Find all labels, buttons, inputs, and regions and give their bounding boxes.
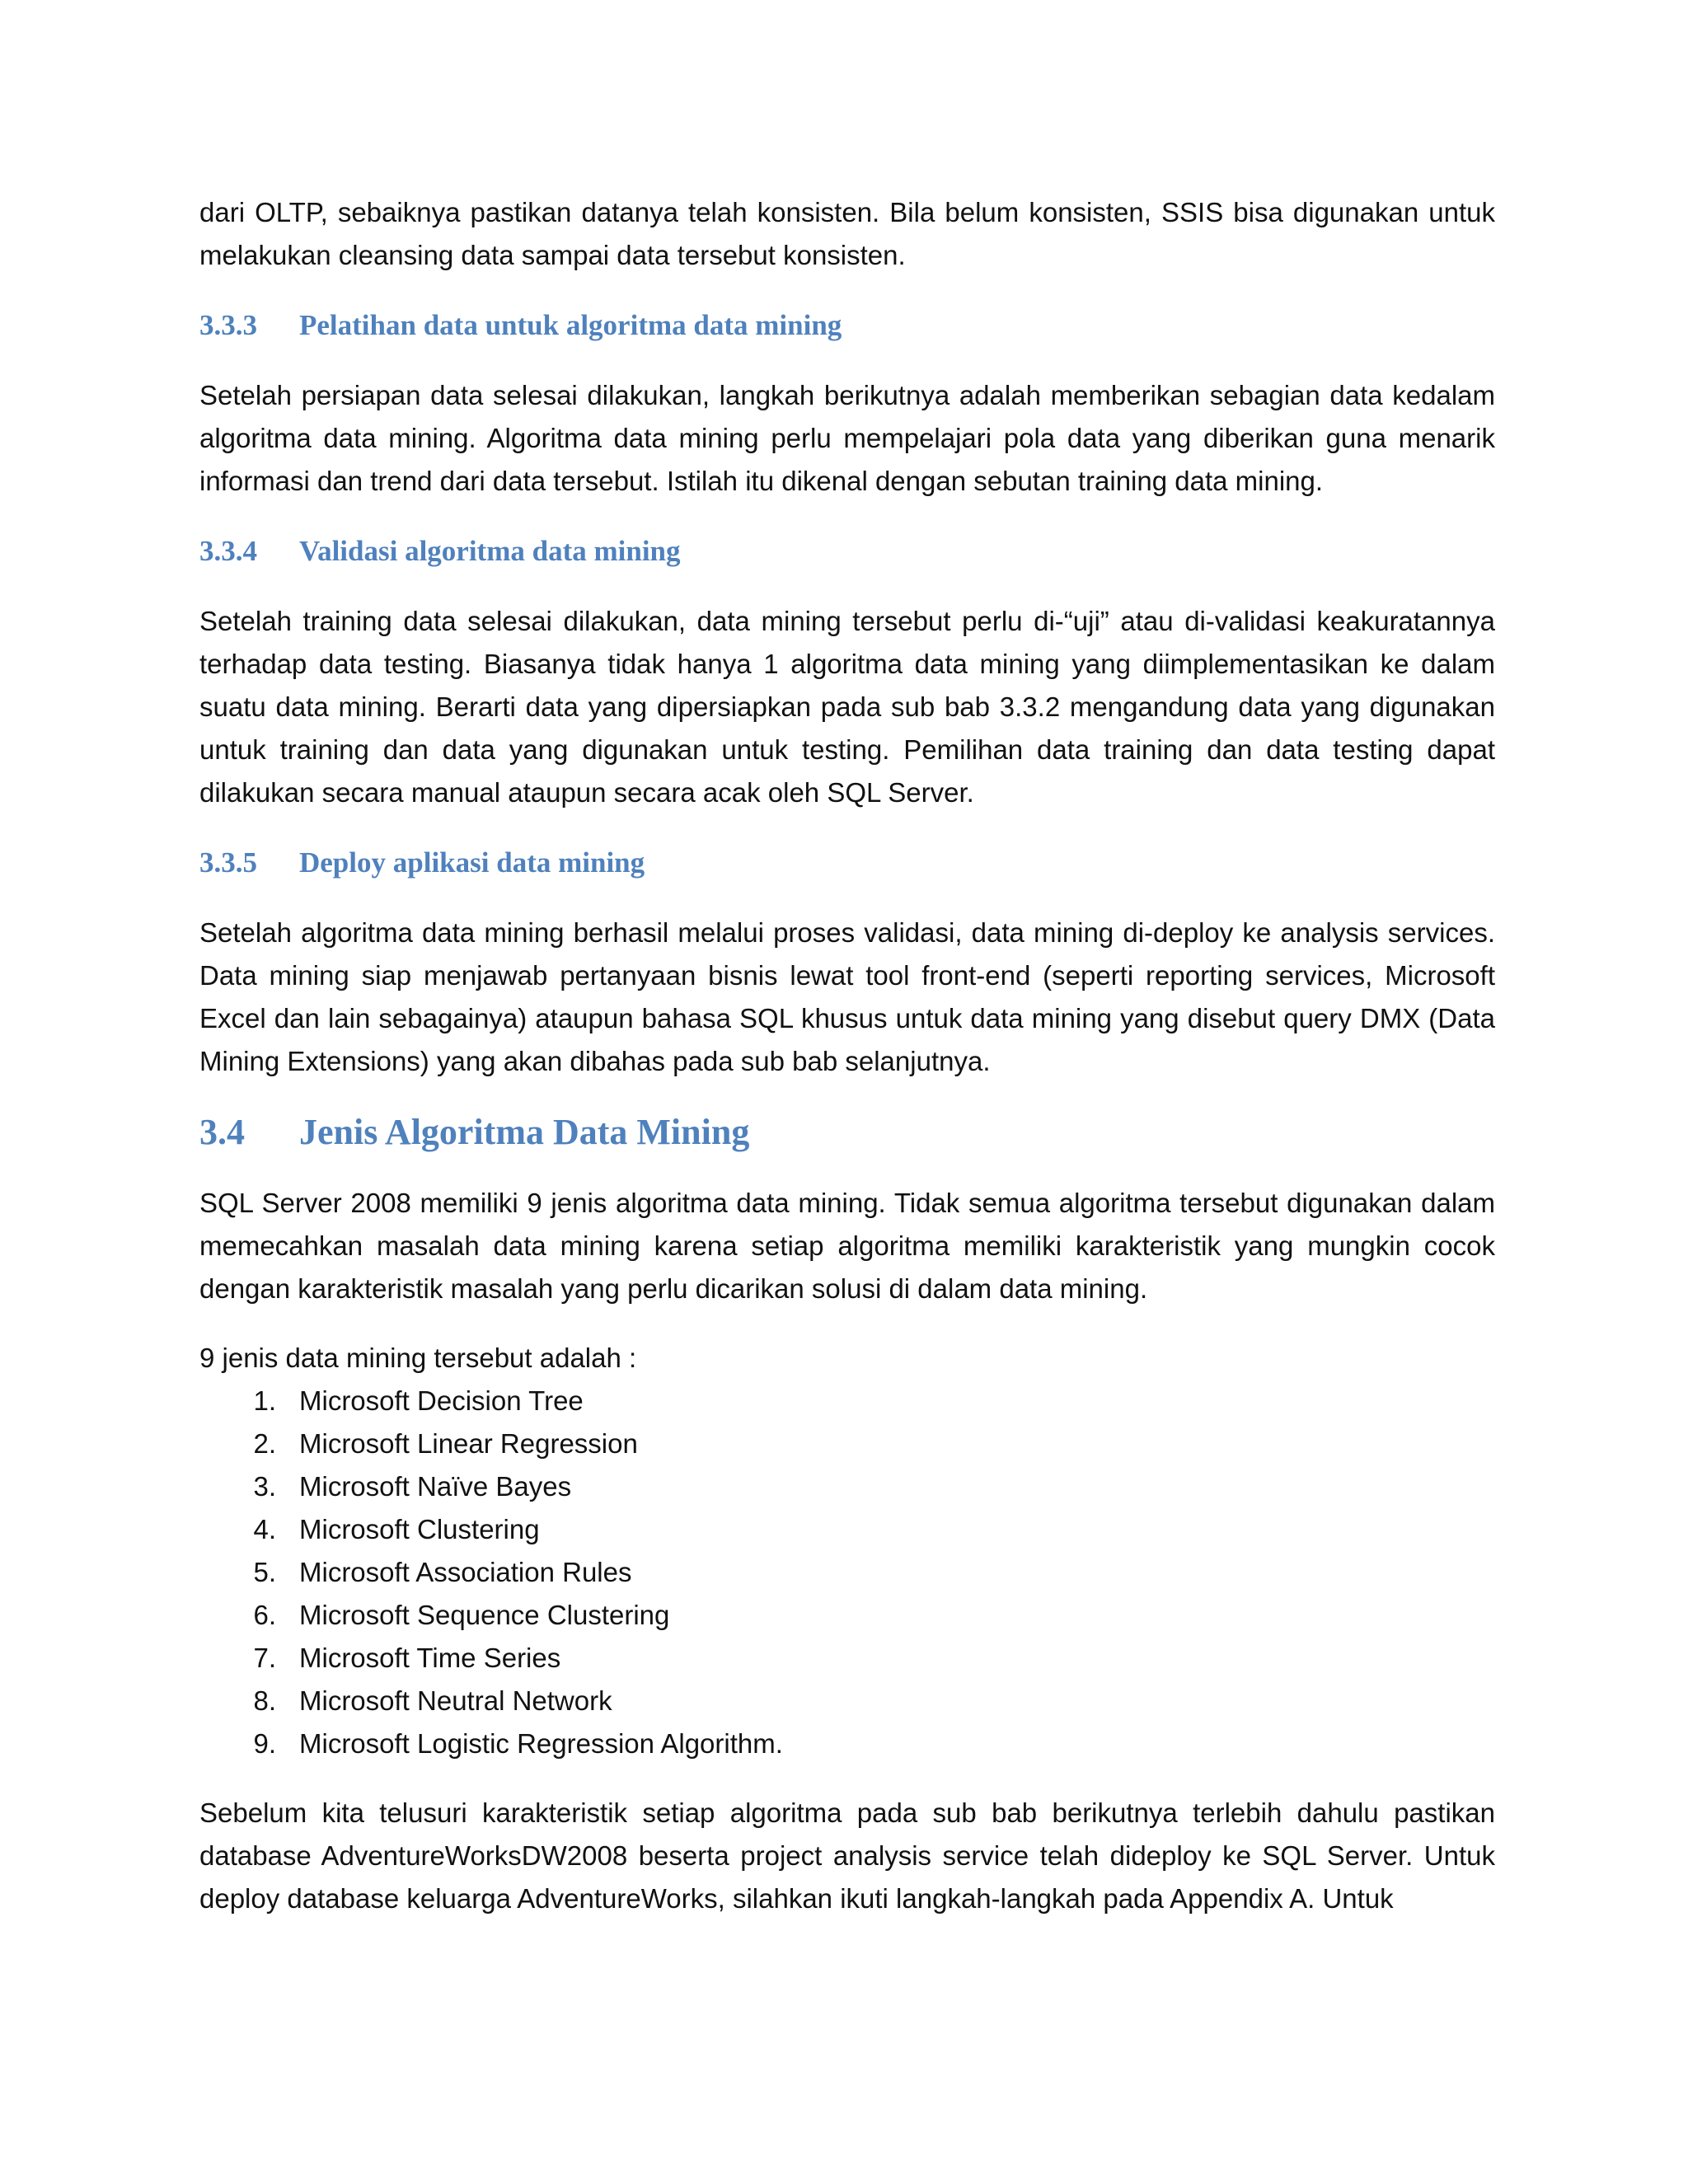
section-body-3-3-3: Setelah persiapan data selesai dilakukan, langkah berikutnya adalah memberikan sebagian data kedalam algoritma data mining. Algoritma data mining perlu mempelajari pola data yang diberikan guna menarik informasi dan trend dari data tersebut. Istilah itu dikenal dengan sebutan training data mining.: [199, 380, 1495, 496]
list-item: 2. Microsoft Linear Regression: [253, 1428, 638, 1459]
heading-number: 3.3.5: [199, 846, 257, 879]
heading-number: 3.4: [199, 1112, 245, 1152]
list-item: 5. Microsoft Association Rules: [253, 1557, 632, 1587]
list-item: 7. Microsoft Time Series: [253, 1643, 561, 1673]
heading-3-4: [199, 1108, 1495, 1157]
list-item: 6. Microsoft Sequence Clustering: [253, 1600, 670, 1630]
intro-paragraph: dari OLTP, sebaiknya pastikan datanya telah konsisten. Bila belum konsisten, SSIS bisa digunakan untuk melakukan cleansing data sampai data tersebut konsisten.: [199, 197, 1495, 270]
heading-title: Validasi algoritma data mining: [299, 535, 681, 567]
list-item: 1. Microsoft Decision Tree: [253, 1385, 584, 1416]
chapter-body: SQL Server 2008 memiliki 9 jenis algoritma data mining. Tidak semua algoritma tersebut digunakan dalam memecahkan masalah data mining karena setiap algoritma memiliki karakteristik yang mungkin cocok dengan karakteristik masalah yang perlu dicarikan solusi di dalam data mining.: [199, 1188, 1495, 1304]
heading-title: Jenis Algoritma Data Mining: [299, 1112, 750, 1152]
section-body-3-3-4: Setelah training data selesai dilakukan, data mining tersebut perlu di-“uji” atau di-validasi keakuratannya terhadap data testing. Biasanya tidak hanya 1 algoritma data mining yang diimplementasikan ke dalam suatu data mining. Berarti data yang dipersiapkan pada sub bab 3.3.2 mengandung data yang digunakan untuk training dan data yang digunakan untuk testing. Pemilihan data training dan data testing dapat dilakukan secara manual ataupun secara acak oleh SQL Server.: [199, 606, 1495, 808]
closing-paragraph: Sebelum kita telusuri karakteristik setiap algoritma pada sub bab berikutnya terlebih dahulu pastikan database AdventureWorksDW2008 beserta project analysis service telah dideploy ke SQL Server. Untuk deploy database keluarga AdventureWorks, silahkan ikuti langkah-langkah pada Appendix A. Untuk: [199, 1797, 1495, 1914]
algorithm-list: [199, 1380, 1495, 1765]
list-item: 8. Microsoft Neutral Network: [253, 1685, 612, 1716]
heading-number: 3.3.4: [199, 535, 257, 567]
heading-3-3-5: [199, 841, 1495, 884]
page-content: [199, 191, 1495, 1920]
heading-3-3-3: [199, 304, 1495, 347]
section-body-3-3-5: Setelah algoritma data mining berhasil melalui proses validasi, data mining di-deploy ke analysis services. Data mining siap menjawab pertanyaan bisnis lewat tool front-end (seperti reporting services, Microsoft Excel dan lain sebagainya) ataupun bahasa SQL khusus untuk data mining yang disebut query DMX (Data Mining Extensions) yang akan dibahas pada sub bab selanjutnya.: [199, 917, 1495, 1076]
heading-title: Pelatihan data untuk algoritma data mining: [299, 309, 842, 341]
heading-3-3-4: [199, 530, 1495, 573]
list-item: 9. Microsoft Logistic Regression Algorithm.: [253, 1728, 783, 1759]
list-item: 3. Microsoft Naïve Bayes: [253, 1471, 572, 1502]
heading-number: 3.3.3: [199, 309, 257, 341]
heading-title: Deploy aplikasi data mining: [299, 846, 645, 879]
list-intro: 9 jenis data mining tersebut adalah :: [199, 1343, 637, 1373]
list-item: 4. Microsoft Clustering: [253, 1514, 540, 1544]
